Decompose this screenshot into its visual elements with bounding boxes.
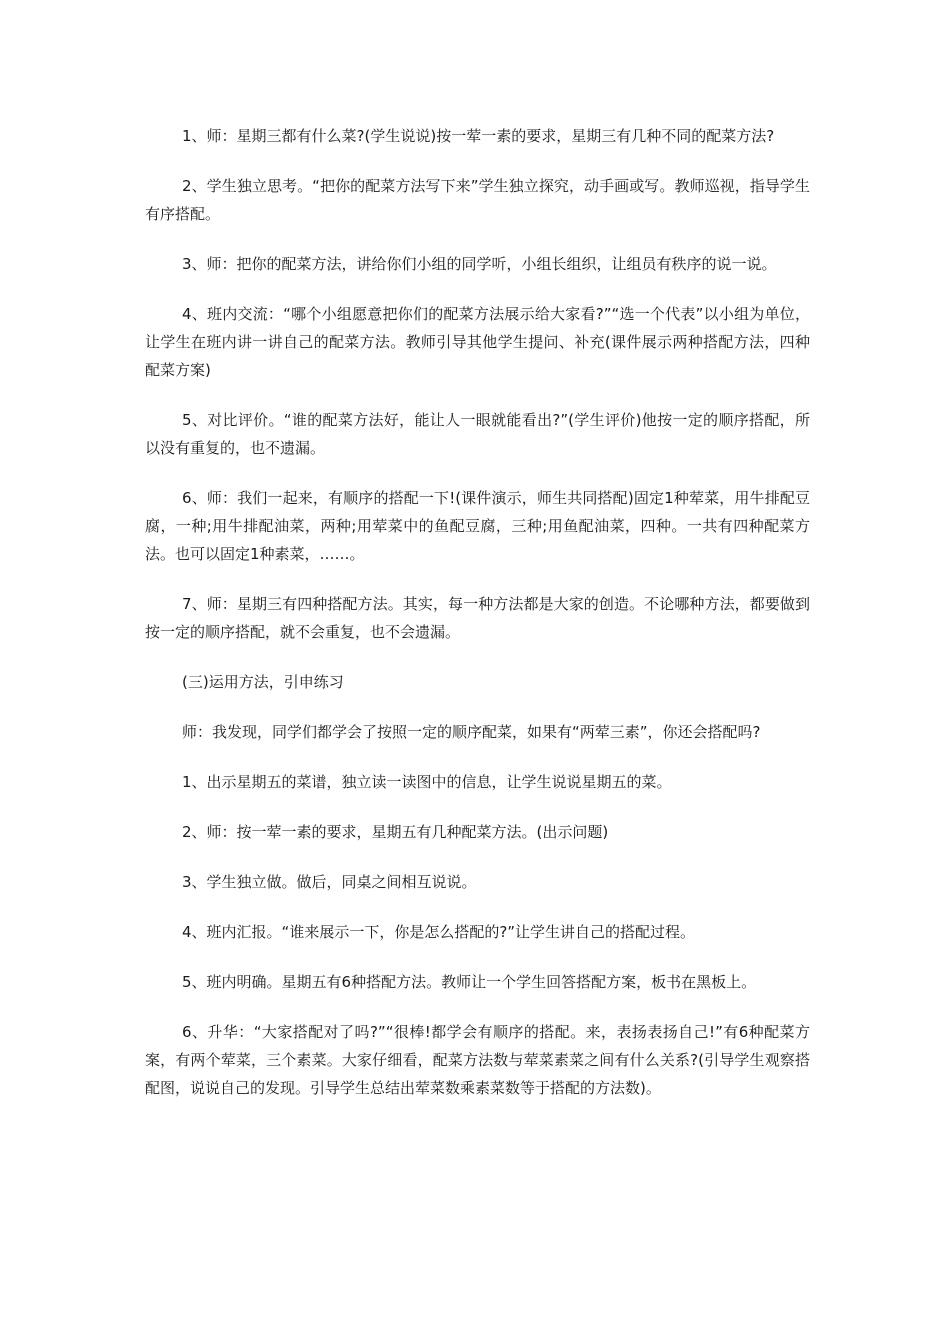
paragraph-6: 6、师：我们一起来，有顺序的搭配一下!(课件演示，师生共同搭配)固定1种荤菜，用牛排配豆腐，一种;用牛排配油菜，两种;用荤菜中的鱼配豆腐，三种;用鱼配油菜，四种。一共有四种配菜方法。也可以固定1种素菜，……。 [145,489,810,563]
paragraph-friday-2: 2、师：按一荤一素的要求，星期五有几种配菜方法。(出示问题) [182,823,609,841]
paragraph-5: 5、对比评价。“谁的配菜方法好，能让人一眼就能看出?”(学生评价)他按一定的顺序搭配，所以没有重复的，也不遗漏。 [145,411,810,457]
paragraph-friday-1: 1、出示星期五的菜谱，独立读一读图中的信息，让学生说说星期五的菜。 [182,773,672,791]
paragraph-7: 7、师：星期三有四种搭配方法。其实，每一种方法都是大家的创造。不论哪种方法，都要做到按一定的顺序搭配，就不会重复，也不会遗漏。 [145,595,810,641]
paragraph-friday-5: 5、班内明确。星期五有6种搭配方法。教师让一个学生回答搭配方案，板书在黑板上。 [182,973,757,991]
document-body [145,122,810,1124]
paragraph-teacher-question: 师：我发现，同学们都学会了按照一定的顺序配菜，如果有“两荤三素”，你还会搭配吗? [182,723,761,741]
paragraph-4: 4、班内交流：“哪个小组愿意把你们的配菜方法展示给大家看?”“选一个代表”以小组为单位，让学生在班内讲一讲自己的配菜方法。教师引导其他学生提问、补充(课件展示两种搭配方法，四种配菜方案) [145,305,810,379]
paragraph-3: 3、师：把你的配菜方法，讲给你们小组的同学听，小组长组织，让组员有秩序的说一说。 [182,255,777,273]
paragraph-2: 2、学生独立思考。“把你的配菜方法写下来”学生独立探究，动手画或写。教师巡视，指导学生有序搭配。 [145,177,810,223]
paragraph-friday-3: 3、学生独立做。做后，同桌之间相互说说。 [182,873,477,891]
section-heading: (三)运用方法，引申练习 [182,673,344,691]
paragraph-friday-6: 6、升华：“大家搭配对了吗?”“很棒!都学会有顺序的搭配。来，表扬表扬自己!”有6种配菜方案，有两个荤菜，三个素菜。大家仔细看，配菜方法数与荤菜素菜之间有什么关系?(引导学生观察搭配图，说说自己的发现。引导学生总结出荤菜数乘素菜数等于搭配的方法数)。 [145,1023,810,1097]
paragraph-friday-4: 4、班内汇报。“谁来展示一下，你是怎么搭配的?”让学生讲自己的搭配过程。 [182,923,696,941]
paragraph-1: 1、师：星期三都有什么菜?(学生说说)按一荤一素的要求，星期三有几种不同的配菜方法? [182,127,775,145]
